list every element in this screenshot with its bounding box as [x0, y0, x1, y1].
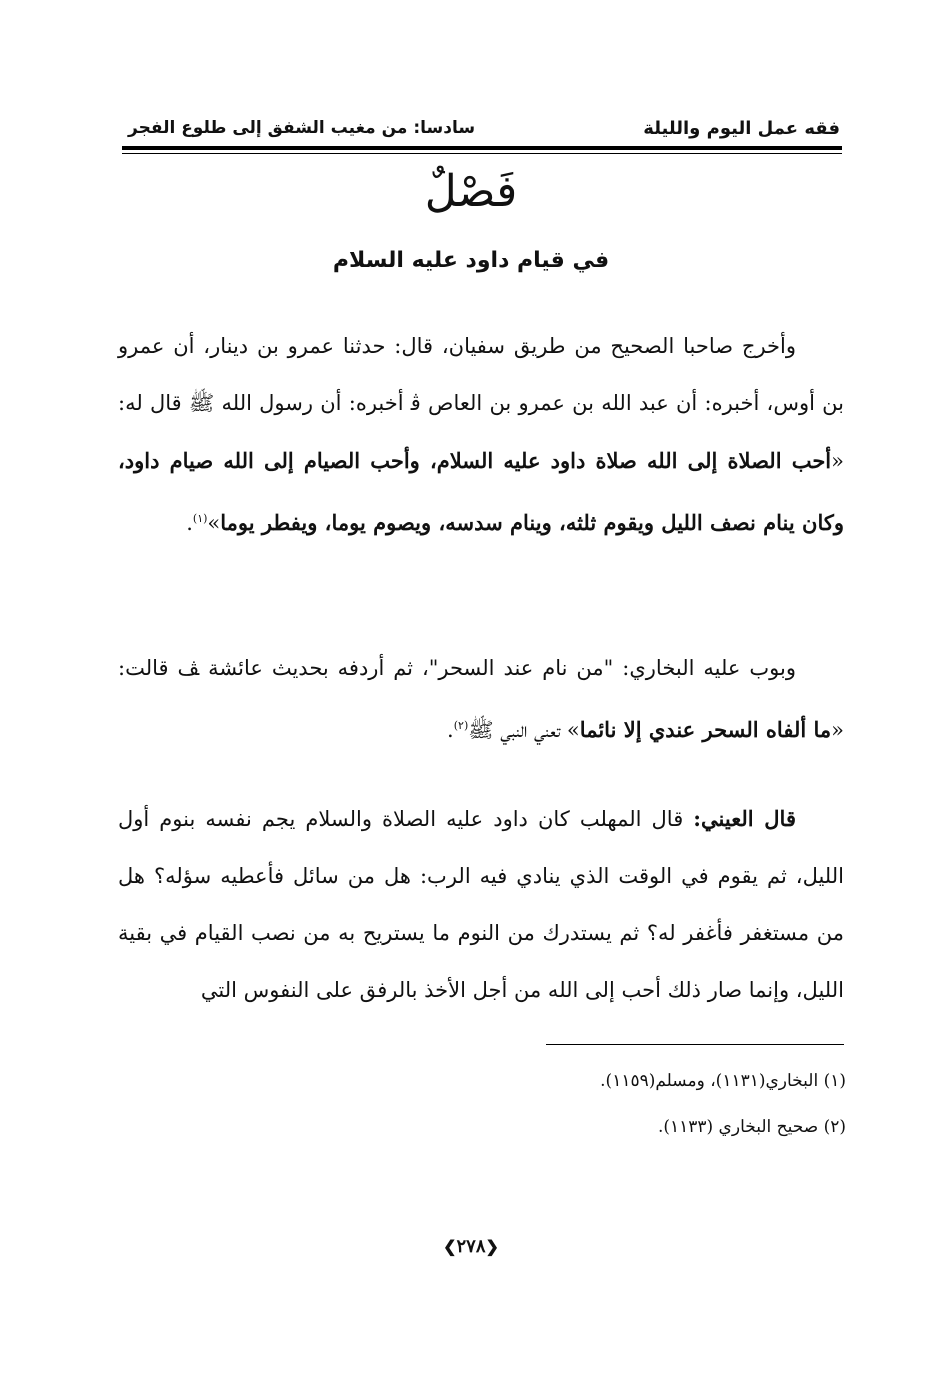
paragraph-3-text: قال المهلب كان داود عليه الصلاة والسلام يجم نفسه بنوم أول الليل، ثم يقوم في الوقت الذي ينادي فيه الرب: هل من سائل فأعطيه سؤله؟ هل من مستغفر فأغفر له؟ ثم يستدرك من النوم ما يستريح به من نصب القيام في بقية الليل، وإنما صار ذلك أحب إلى الله من أجل الأخذ بالرفق على النفوس التي [118, 807, 844, 1002]
paragraph-1-close: » [207, 511, 221, 535]
book-title: فقه عمل اليوم والليلة [643, 118, 840, 139]
page-number-value: ٢٧٨ [456, 1236, 486, 1257]
paragraph-3-speaker: قال العيني: [693, 806, 796, 831]
section-heading: فَصْلٌ [424, 166, 518, 217]
footnote-ref-1[interactable]: (١) [192, 512, 208, 525]
paragraph-2 [118, 640, 844, 759]
section-subtitle: في قيام داود عليه السلام [332, 248, 610, 273]
running-header [128, 112, 840, 148]
page-number [0, 1236, 942, 1257]
footnote-1: (١) البخاري(١١٣١)، ومسلم(١١٥٩). [600, 1071, 846, 1091]
footnote-2: (٢) صحيح البخاري (١١٣٣). [657, 1117, 846, 1137]
paragraph-2-end: . [447, 718, 454, 742]
paragraph-3 [118, 790, 844, 1019]
paragraph-2-hadith: ما ألفاه السحر عندي إلا نائما [579, 717, 832, 742]
paragraph-2-intro: وبوب عليه البخاري: "من نام عند السحر"، ثم أردفه بحديث عائشة ﭫ قالت: « [118, 656, 844, 742]
page-number-ornament-right: ❯ [485, 1237, 499, 1256]
paragraph-2-close: » تعني النبي ﷺ [468, 718, 580, 742]
page-number-ornament-left: ❮ [443, 1237, 457, 1256]
paragraph-1-end: . [186, 511, 193, 535]
paragraph-1 [118, 318, 844, 552]
chapter-title: سادسا: من مغيب الشفق إلى طلوع الفجر [128, 118, 476, 138]
footnote-ref-2[interactable]: (٢) [453, 719, 469, 732]
paragraph-1-intro: وأخرج صاحبا الصحيح من طريق سفيان، قال: حدثنا عمرو بن دينار، أن عمرو بن أوس، أخبره: أن عبد الله بن عمرو بن العاص ﭬ أخبره: أن رسول الله ﷺ قال له: « [118, 334, 844, 473]
header-rule-thick [122, 146, 842, 150]
footnote-separator [546, 1044, 844, 1045]
paragraph-1-hadith: أحب الصلاة إلى الله صلاة داود عليه السلام، وأحب الصيام إلى الله صيام داود، وكان ينام نصف الليل ويقوم ثلثه، وينام سدسه، ويصوم يوما، ويفطر يوما [118, 448, 844, 535]
header-rule-thin [122, 153, 842, 154]
